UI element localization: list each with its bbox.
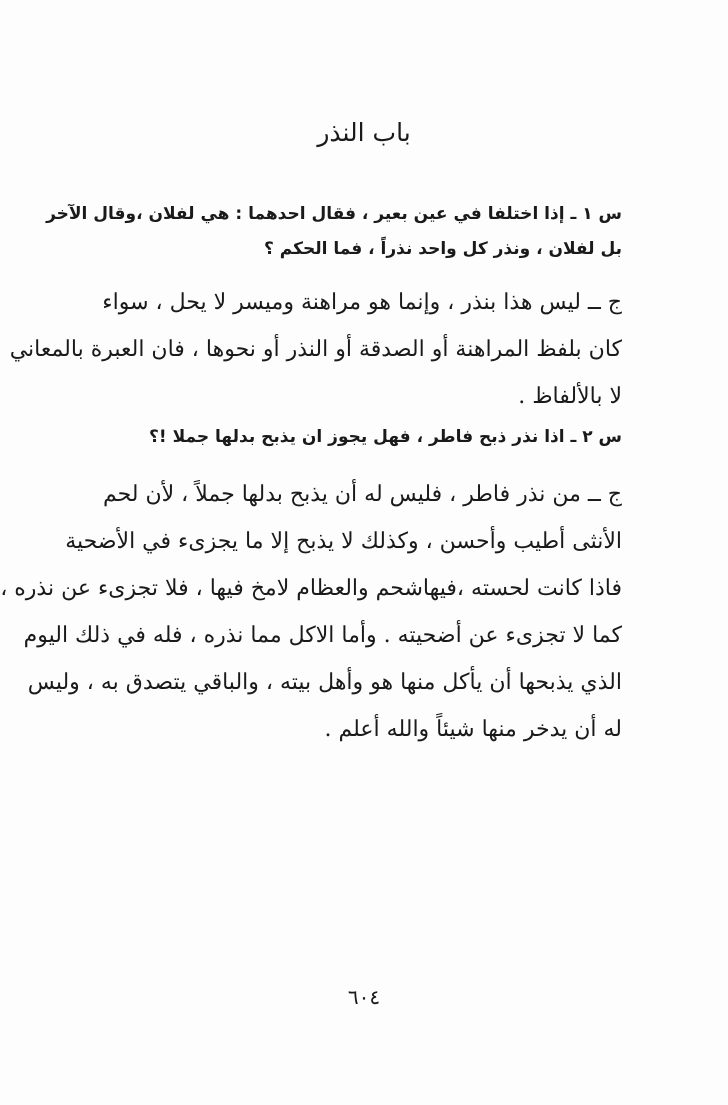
answer-2-line: له أن يدخر منها شيئاً والله أعلم .: [324, 717, 622, 742]
answer-2-line: ج ــ من نذر فاطر ، فليس له أن يذبح بدلها جملاً ، لأن لحم: [102, 482, 622, 507]
answer-1-line: كان بلفظ المراهنة أو الصدقة أو النذر أو نحوها ، فان العبرة بالمعاني: [9, 337, 622, 362]
answer-2-line: فاذا كانت لحسته ،فيهاشحم والعظام لامخ فيها ، فلا تجزىء عن نذره ،: [0, 576, 622, 601]
answer-2-line: كما لا تجزىء عن أضحيته . وأما الاكل مما نذره ، فله في ذلك اليوم: [23, 623, 622, 648]
answer-1: [9, 279, 622, 420]
question-2-line: س ٢ ـ اذا نذر ذبح فاطر ، فهل يجوز ان يذبح بدلها جملا !؟: [149, 427, 622, 447]
chapter-title: باب النذر: [317, 118, 411, 147]
answer-1-line: ج ــ ليس هذا بنذر ، وإنما هو مراهنة وميسر لا يحل ، سواء: [102, 290, 622, 315]
question-1: [46, 197, 622, 267]
answer-2: [0, 471, 622, 753]
page-number: ٦٠٤: [347, 985, 381, 1009]
question-2: [149, 420, 622, 455]
answer-2-line: الأنثى أطيب وأحسن ، وكذلك لا يذبح إلا ما يجزىء في الأضحية: [65, 529, 622, 554]
answer-1-line: لا بالألفاظ .: [518, 384, 622, 409]
answer-2-line: الذي يذبحها أن يأكل منها هو وأهل بيته ، والباقي يتصدق به ، وليس: [27, 670, 622, 695]
question-1-line: س ١ ـ إذا اختلفا في عين بعير ، فقال احدهما : هي لفلان ،وقال الآخر: [46, 204, 622, 224]
question-1-line: بل لفلان ، ونذر كل واحد نذراً ، فما الحكم ؟: [263, 239, 622, 259]
